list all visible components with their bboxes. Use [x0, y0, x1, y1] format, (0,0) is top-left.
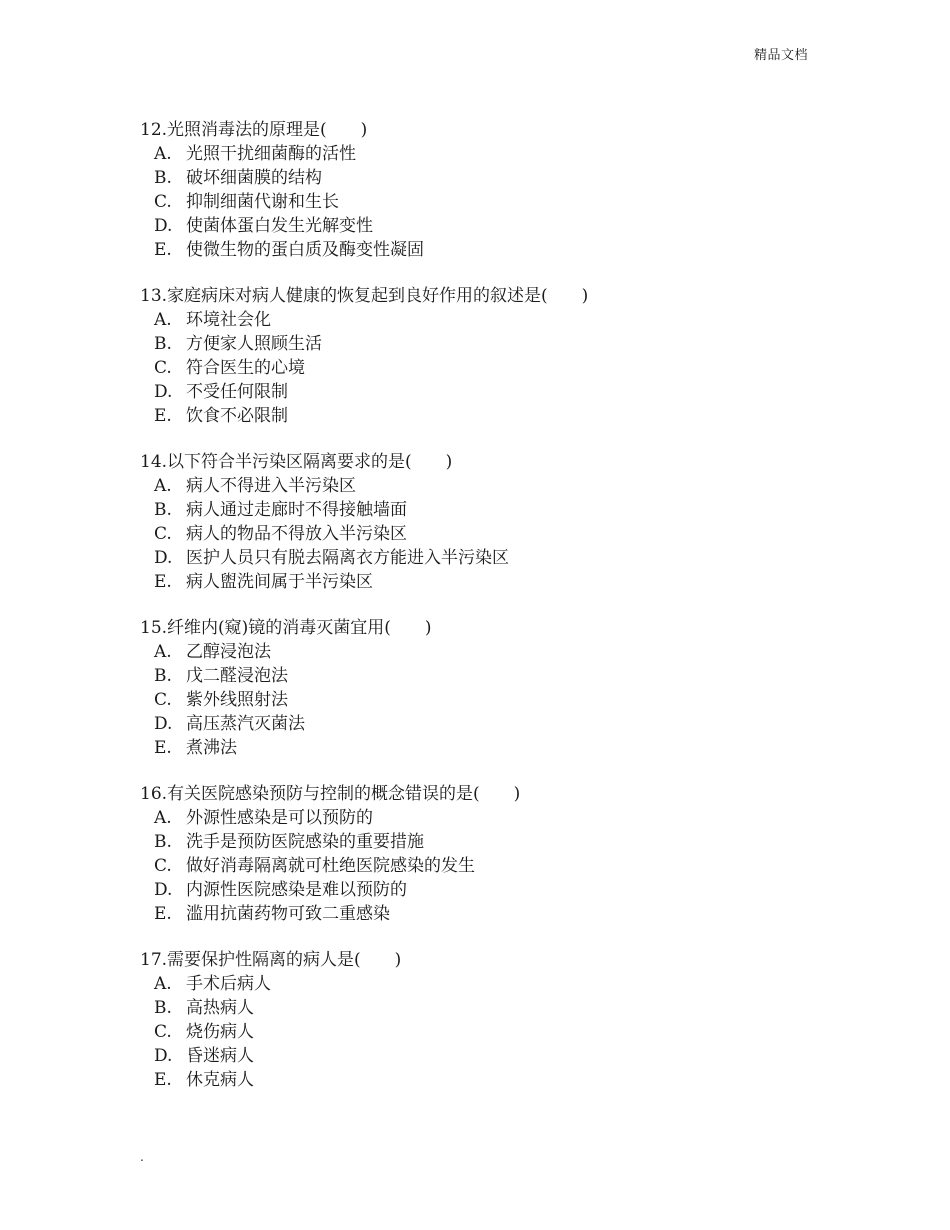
option-letter: A.: [154, 144, 172, 164]
option-b: [140, 498, 840, 522]
question-stem: 12.光照消毒法的原理是( ): [140, 120, 368, 140]
option-e: [140, 238, 840, 262]
question-16: [140, 782, 840, 926]
option-text: 破坏细菌膜的结构: [186, 168, 322, 188]
option-a: [140, 308, 840, 332]
option-d: [140, 712, 840, 736]
option-letter: C.: [154, 358, 172, 378]
option-letter: E.: [154, 738, 172, 758]
option-e: [140, 1068, 840, 1092]
option-text: 乙醇浸泡法: [186, 642, 271, 662]
option-text: 煮沸法: [186, 738, 237, 758]
option-text: 符合医生的心境: [186, 358, 305, 378]
question-17: [140, 948, 840, 1092]
option-letter: D.: [154, 1046, 173, 1066]
option-text: 做好消毒隔离就可杜绝医院感染的发生: [186, 856, 475, 876]
option-letter: B.: [154, 832, 172, 852]
option-text: 抑制细菌代谢和生长: [186, 192, 339, 212]
option-letter: D.: [154, 548, 173, 568]
option-c: [140, 522, 840, 546]
option-text: 内源性医院感染是难以预防的: [186, 880, 407, 900]
option-b: [140, 830, 840, 854]
option-text: 外源性感染是可以预防的: [186, 808, 373, 828]
option-text: 高压蒸汽灭菌法: [186, 714, 305, 734]
option-letter: B.: [154, 168, 172, 188]
option-letter: A.: [154, 476, 172, 496]
option-text: 不受任何限制: [186, 382, 288, 402]
option-c: [140, 688, 840, 712]
option-text: 戊二醛浸泡法: [186, 666, 288, 686]
question-stem: 17.需要保护性隔离的病人是( ): [140, 950, 402, 970]
question-15: [140, 616, 840, 760]
option-c: [140, 190, 840, 214]
option-letter: C.: [154, 192, 172, 212]
option-text: 高热病人: [186, 998, 254, 1018]
option-text: 病人通过走廊时不得接触墙面: [186, 500, 407, 520]
option-b: [140, 332, 840, 356]
option-text: 病人不得进入半污染区: [186, 476, 356, 496]
option-letter: B.: [154, 334, 172, 354]
option-letter: E.: [154, 1070, 172, 1090]
question-13: [140, 284, 840, 428]
option-c: [140, 1020, 840, 1044]
option-letter: C.: [154, 1022, 172, 1042]
option-letter: C.: [154, 690, 172, 710]
option-letter: C.: [154, 524, 172, 544]
option-a: [140, 972, 840, 996]
option-letter: A.: [154, 974, 172, 994]
option-letter: D.: [154, 880, 173, 900]
option-letter: E.: [154, 572, 172, 592]
question-12: [140, 118, 840, 262]
option-letter: E.: [154, 240, 172, 260]
option-text: 手术后病人: [186, 974, 271, 994]
option-letter: C.: [154, 856, 172, 876]
option-text: 环境社会化: [186, 310, 271, 330]
page-header: 精品文档: [754, 48, 809, 63]
option-text: 方便家人照顾生活: [186, 334, 322, 354]
option-d: [140, 878, 840, 902]
page-footer-mark: .: [140, 1150, 144, 1164]
option-text: 休克病人: [186, 1070, 254, 1090]
option-letter: B.: [154, 666, 172, 686]
option-d: [140, 380, 840, 404]
option-e: [140, 404, 840, 428]
option-a: [140, 640, 840, 664]
question-14: [140, 450, 840, 594]
option-b: [140, 996, 840, 1020]
option-d: [140, 214, 840, 238]
option-text: 紫外线照射法: [186, 690, 288, 710]
option-a: [140, 474, 840, 498]
option-text: 病人盥洗间属于半污染区: [186, 572, 373, 592]
option-e: [140, 736, 840, 760]
option-text: 昏迷病人: [186, 1046, 254, 1066]
option-letter: E.: [154, 904, 172, 924]
option-letter: A.: [154, 310, 172, 330]
option-letter: A.: [154, 808, 172, 828]
option-text: 医护人员只有脱去隔离衣方能进入半污染区: [186, 548, 509, 568]
option-letter: A.: [154, 642, 172, 662]
question-list: [140, 118, 840, 1114]
option-e: [140, 902, 840, 926]
option-text: 烧伤病人: [186, 1022, 254, 1042]
option-text: 饮食不必限制: [186, 406, 288, 426]
question-stem: 13.家庭病床对病人健康的恢复起到良好作用的叙述是( ): [140, 286, 589, 306]
option-d: [140, 1044, 840, 1068]
option-d: [140, 546, 840, 570]
option-c: [140, 854, 840, 878]
option-letter: D.: [154, 714, 173, 734]
option-a: [140, 142, 840, 166]
option-e: [140, 570, 840, 594]
question-stem: 15.纤维内(窥)镜的消毒灭菌宜用( ): [140, 618, 432, 638]
option-text: 光照干扰细菌酶的活性: [186, 144, 356, 164]
option-letter: E.: [154, 406, 172, 426]
option-a: [140, 806, 840, 830]
option-letter: B.: [154, 998, 172, 1018]
option-c: [140, 356, 840, 380]
option-text: 滥用抗菌药物可致二重感染: [186, 904, 390, 924]
option-text: 病人的物品不得放入半污染区: [186, 524, 407, 544]
option-letter: D.: [154, 382, 173, 402]
option-letter: B.: [154, 500, 172, 520]
question-stem: 16.有关医院感染预防与控制的概念错误的是( ): [140, 784, 521, 804]
option-text: 使菌体蛋白发生光解变性: [186, 216, 373, 236]
option-b: [140, 166, 840, 190]
question-stem: 14.以下符合半污染区隔离要求的是( ): [140, 452, 453, 472]
option-letter: D.: [154, 216, 173, 236]
option-text: 洗手是预防医院感染的重要措施: [186, 832, 424, 852]
option-text: 使微生物的蛋白质及酶变性凝固: [186, 240, 424, 260]
option-b: [140, 664, 840, 688]
